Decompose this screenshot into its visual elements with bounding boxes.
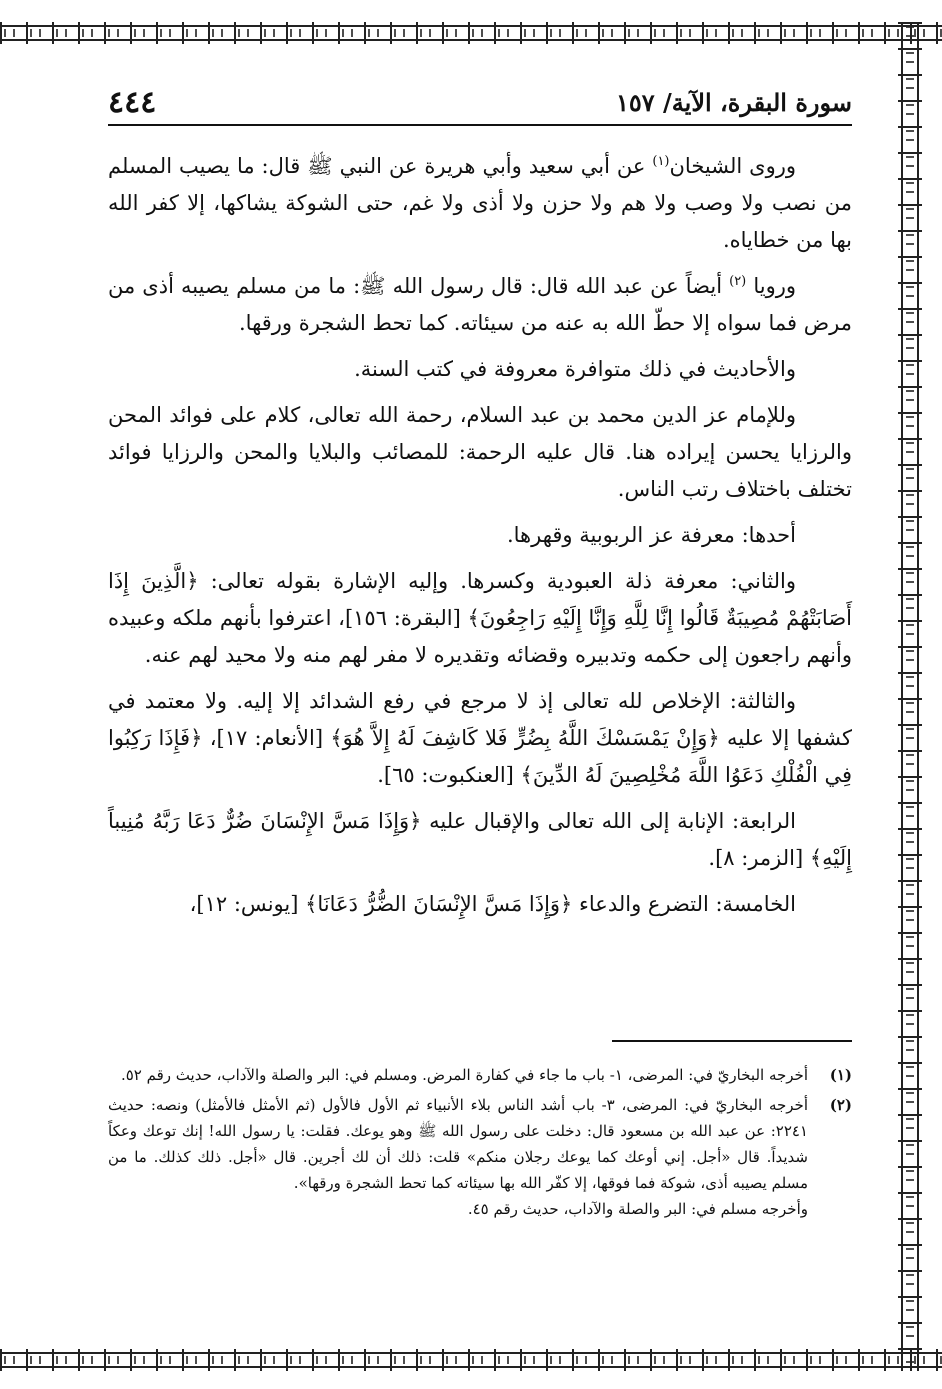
footnote-number: (١) <box>829 1066 852 1084</box>
decorative-border-right <box>898 22 922 1371</box>
footnote-reference: (١) <box>652 154 670 169</box>
footnote-divider <box>612 1040 852 1042</box>
footnote-number: (٢) <box>829 1096 852 1114</box>
decorative-border-top <box>0 22 942 44</box>
paragraph <box>108 268 852 342</box>
paragraph: أحدها: معرفة عز الربوبية وقهرها. <box>506 523 796 547</box>
paragraph: والأحاديث في ذلك متوافرة معروفة في كتب السنة. <box>354 357 796 381</box>
footnote-reference: (٢) <box>729 274 747 289</box>
paragraph: والثالثة: الإخلاص لله تعالى إذ لا مرجع في رفع الشدائد إلا إليه. ولا معتمد في كشفها إلا عليه ﴿وَإِنْ يَمْسَسْكَ اللَّهُ بِضُرٍّ فَلا كَاشِفَ لَهُ إِلاَّ هُوَ﴾ [الأنعام: ١٧]، ﴿فَإِذَا رَكِبُوا فِي الْفُلْكِ دَعَوُا اللَّهَ مُخْلِصِينَ لَهُ الدِّينَ﴾ [العنكبوت: ٦٥]. <box>108 689 852 787</box>
paragraph-text: عن أبي سعيد وأبي هريرة عن النبي ﷺ قال: ما يصيب المسلم من نصب ولا وصب ولا هم ولا حزن ولا أذى ولا غم، حتى الشوكة يشاكها، إلا كفر الله بها من خطاياه. <box>108 154 852 252</box>
paragraph-text: وروى الشيخان <box>669 154 796 178</box>
footnote-text: أخرجه البخاريّ في: المرضى، ٣- باب أشد الناس بلاء الأنبياء ثم الأول فالأول (ثم الأمثل فالأمثل) ونصه: حديث ٢٢٤١: عن عبد الله بن مسعود قال: دخلت على رسول الله ﷺ وهو يوعك. فقلت: يا رسول الله! إنك توعك وعكاً شديداً. قال «أجل. إني أوعك كما يوعك رجلان منكم» قلت: ذلك أن لك أجرين. قال «أجل. ذلك كذلك. ما من مسلم يصيبه أذى، شوكة فما فوقها، إلا كفّر الله بها سيئاته كما تحط الشجرة ورقها». <box>108 1096 808 1192</box>
page-number: ٤٤٤ <box>108 84 157 120</box>
decorative-border-bottom <box>0 1349 942 1371</box>
running-title: سورة البقرة، الآية/ ١٥٧ <box>615 87 852 117</box>
paragraph: والثاني: معرفة ذلة العبودية وكسرها. وإليه الإشارة بقوله تعالى: ﴿الَّذِينَ إِذَا أَصَابَتْهُمْ مُصِيبَةٌ قَالُوا إِنَّا لِلَّهِ وَإِنَّا إِلَيْهِ رَاجِعُونَ﴾ [البقرة: ١٥٦]، اعترفوا بأنهم ملكه وعبيده وأنهم راجعون إلى حكمه وتدبيره وقضائه وتقديره لا مفر لهم منه ولا محيد لهم عنه. <box>108 569 852 667</box>
paragraph-text: ورويا <box>746 274 796 298</box>
footnote <box>108 1092 852 1222</box>
paragraph-text: أيضاً عن عبد الله قال: قال رسول الله ﷺ: ما من مسلم يصيبه أذى من مرض فما سواه إلا حطّ الله به عنه من سيئاته. كما تحط الشجرة ورقها. <box>108 274 852 335</box>
footnote <box>108 1062 852 1088</box>
paragraph: الرابعة: الإنابة إلى الله تعالى والإقبال عليه ﴿وَإِذَا مَسَّ الإِنْسَانَ ضُرٌّ دَعَا رَبَّهُ مُنِيباً إِلَيْهِ﴾ [الزمر: ٨]. <box>108 809 852 870</box>
footnotes <box>108 1062 852 1226</box>
paragraph: وللإمام عز الدين محمد بن عبد السلام، رحمة الله تعالى، كلام على فوائد المحن والرزايا يحسن إيراده هنا. قال عليه الرحمة: للمصائب والبلايا والمحن والرزايا فوائد تختلف باختلاف رتب الناس. <box>108 403 852 501</box>
footnote-body <box>108 1092 808 1222</box>
page-header <box>108 80 852 126</box>
footnote-body <box>108 1062 808 1088</box>
footnote-text: أخرجه البخاريّ في: المرضى، ١- باب ما جاء في كفارة المرض. ومسلم في: البر والصلة والآداب، حديث رقم ٥٢. <box>120 1066 808 1084</box>
main-text <box>108 148 852 932</box>
paragraph <box>108 148 852 259</box>
paragraph: الخامسة: التضرع والدعاء ﴿وَإِذَا مَسَّ الإِنْسَانَ الضُّرُّ دَعَانَا﴾ [يونس: ١٢]، <box>189 892 796 916</box>
footnote-text: وأخرجه مسلم في: البر والصلة والآداب، حديث رقم ٤٥. <box>467 1200 808 1218</box>
